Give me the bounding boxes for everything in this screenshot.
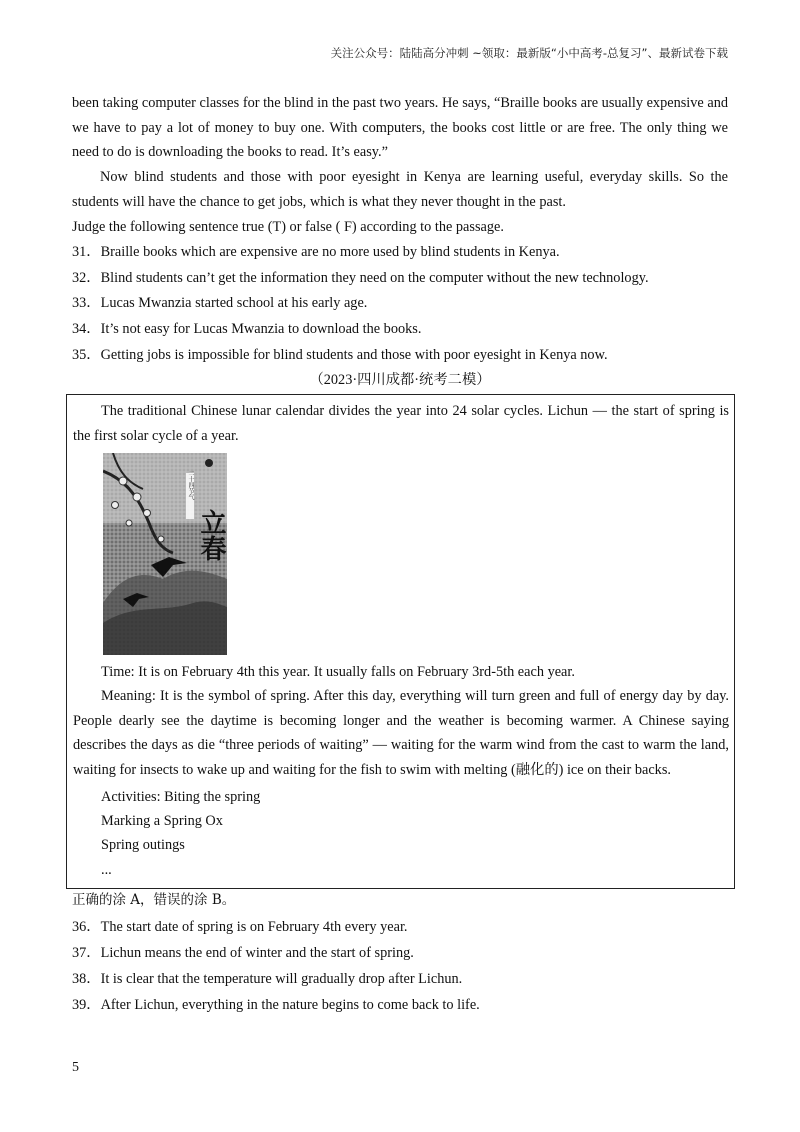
- page-number: 5: [72, 1060, 79, 1075]
- question-33: 33．Lucas Mwanzia started school at his early age.: [72, 295, 368, 311]
- box-activity: Spring outings: [101, 837, 185, 853]
- question-32: 32．Blind students can’t get the information they need on the computer without the new technology.: [72, 270, 649, 286]
- question-38: 38．It is clear that the temperature will gradually drop after Lichun.: [72, 971, 463, 987]
- instruction-cn: 正确的涂 A，错误的涂 B。: [72, 892, 236, 908]
- question-39: 39．After Lichun, everything in the nature begins to come back to life.: [72, 997, 480, 1013]
- instruction: Judge the following sentence true (T) or false ( F) according to the passage.: [72, 219, 504, 235]
- question-34: 34．It’s not easy for Lucas Mwanzia to download the books.: [72, 321, 422, 337]
- lichun-illustration: [103, 453, 227, 655]
- passage-paragraph: been taking computer classes for the blind in the past two years. He says, “Braille books are usually expensive and we have to pay a lot of money to buy one. With computers, the books cost little or are free. The only thing we need to do is downloading the books to read. It’s easy.”: [72, 95, 728, 161]
- box-intro: The traditional Chinese lunar calendar divides the year into 24 solar cycles. Lichun — the start of spring is the first solar cycle of a year.: [73, 403, 729, 444]
- source-label: （2023·四川成都·统考二模）: [309, 372, 491, 388]
- box-meaning: Meaning: It is the symbol of spring. After this day, everything will turn green and full of energy day by day. People dearly see the daytime is becoming longer and the weather is becoming warmer. A Chinese saying describes the days as die “three periods of waiting” — waiting for the warm wind from the cast to warm the land, waiting for insects to wake up and waiting for the fish to swim with melting (融化的) ice on their backs.: [73, 688, 729, 779]
- page-header: 关注公众号：陆陆高分冲刺 ~领取：最新版“小中高考-总复习”、最新试卷下载: [330, 46, 728, 60]
- image-title: 立春: [196, 509, 226, 561]
- question-37: 37．Lichun means the end of winter and the start of spring.: [72, 945, 414, 961]
- box-activity: ...: [101, 862, 112, 878]
- lichun-image: [103, 453, 227, 655]
- image-subtitle: 二十四节气: [187, 470, 193, 500]
- box-time: Time: It is on February 4th this year. It usually falls on February 3rd-5th each year.: [101, 664, 575, 680]
- reading-box: [66, 394, 735, 889]
- question-35: 35．Getting jobs is impossible for blind students and those with poor eyesight in Kenya now.: [72, 347, 608, 363]
- box-activities-label: Activities: Biting the spring: [101, 789, 261, 805]
- question-31: 31．Braille books which are expensive are no more used by blind students in Kenya.: [72, 244, 560, 260]
- box-activity: Marking a Spring Ox: [101, 813, 223, 829]
- question-36: 36．The start date of spring is on February 4th every year.: [72, 919, 408, 935]
- passage-paragraph: Now blind students and those with poor eyesight in Kenya are learning useful, everyday skills. So the students will have the chance to get jobs, which is what they never thought in the past.: [72, 169, 728, 210]
